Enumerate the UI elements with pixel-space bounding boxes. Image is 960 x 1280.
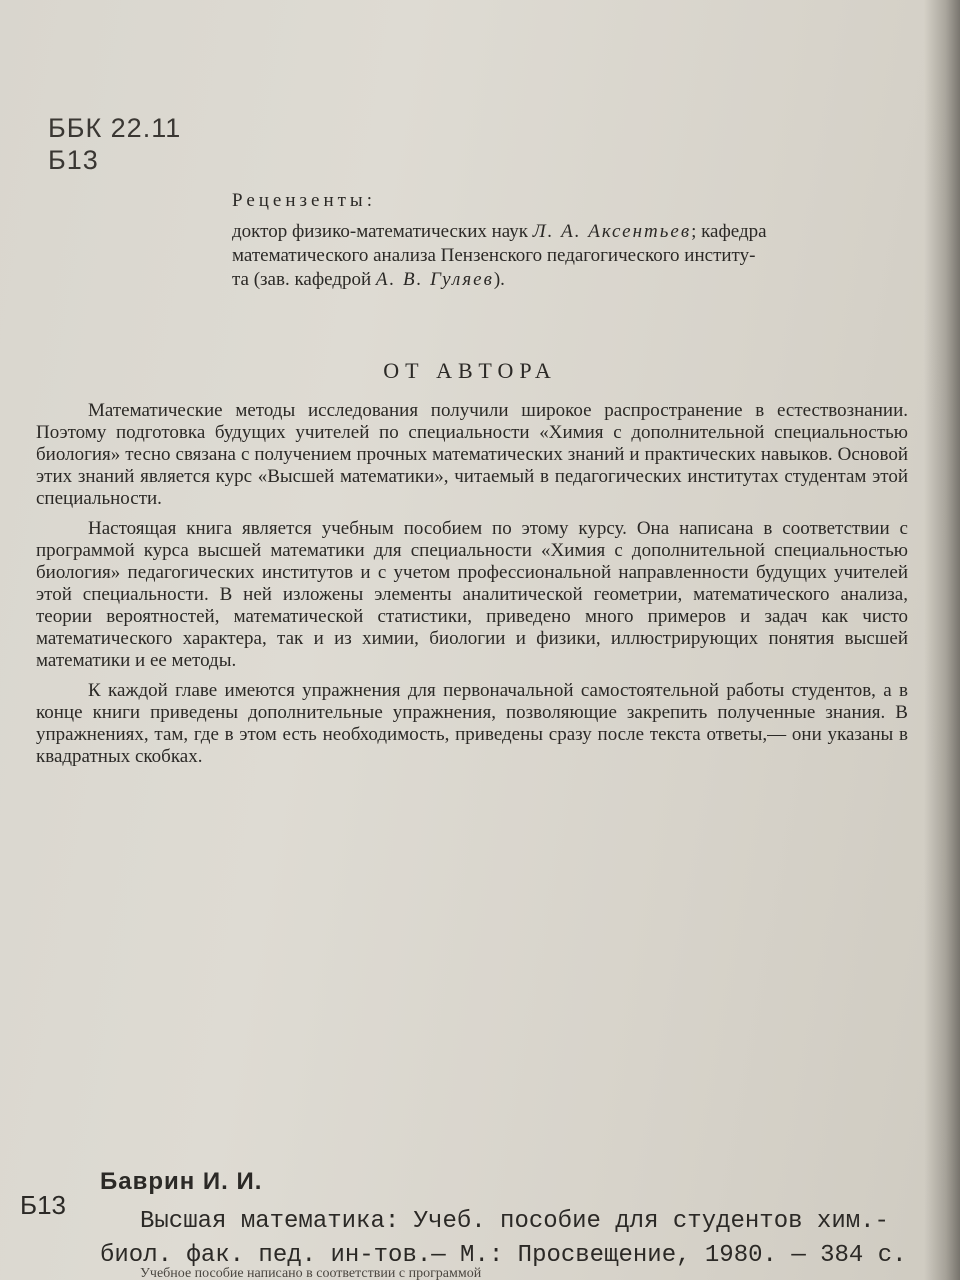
reviewers-line-2: математического анализа Пензенского педагогического институ- — [232, 245, 756, 266]
card-index: Б13 — [20, 1190, 66, 1220]
bbk-index: Б13 — [48, 145, 99, 175]
reviewers-line-1-tail: ; кафедра — [691, 221, 767, 242]
reviewers-line-3-text: та (зав. кафедрой — [232, 269, 376, 290]
page-edge-shadow — [924, 0, 960, 1280]
reviewers-line-3-tail: ). — [493, 269, 505, 290]
reviewer-2-name: А. В. Гуляев — [375, 269, 494, 290]
card-publisher-line: биол. фак. пед. ин-тов.— М.: Просвещение, 1980. — 384 с. — [100, 1242, 907, 1269]
paragraph: К каждой главе имеются упражнения для первоначальной самостоятельной работы студентов, а в конце книги приведены дополнительные упражнения, позволяющие закрепить полученные знания. В упражнениях, там, где в этом есть необходимость, приведены сразу после текста ответы,— они указаны в квадратных скобках. — [36, 680, 908, 767]
reviewers-line-3 — [232, 268, 912, 292]
reviewers-heading: Рецензенты: — [232, 190, 376, 211]
bbk-classification — [48, 112, 181, 176]
bbk-code: ББК 22.11 — [48, 113, 182, 143]
reviewer-1-title: доктор физико-математических наук — [232, 221, 533, 242]
paragraph: Математические методы исследования получили широкое распространение в естествознании. Поэтому подготовка будущих учителей по специальности «Химия с дополнительной специальностью биология» тесно связана с получением прочных математических знаний и практических навыков. Основой этих знаний является курс «Высшей математики», читаемый в педагогических институтах студентам этой специальности. — [36, 400, 908, 509]
foreword-text — [36, 400, 908, 776]
card-title-line: Высшая математика: Учеб. пособие для студентов хим.- — [140, 1208, 889, 1235]
card-annotation-line: Учебное пособие написано в соответствии с программой — [140, 1266, 482, 1280]
card-author: Баврин И. И. — [100, 1168, 263, 1195]
section-title: ОТ АВТОРА — [383, 358, 557, 383]
reviewers-line-1 — [232, 220, 912, 244]
paragraph: Настоящая книга является учебным пособием по этому курсу. Она написана в соответствии с программой курса высшей математики для специальности «Химия с дополнительной специальностью биология» педагогических институтов и с учетом профессиональной направленности будущих учителей этой специальности. В ней изложены элементы аналитической геометрии, математического анализа, теории вероятностей, математической статистики, приведено много примеров и задач как чисто математического характера, так и из химии, биологии и физики, иллюстрирующих понятия высшей математики и ее методы. — [36, 518, 908, 671]
reviewer-1-name: Л. А. Аксентьев — [532, 221, 692, 242]
reviewers-block — [232, 188, 912, 292]
